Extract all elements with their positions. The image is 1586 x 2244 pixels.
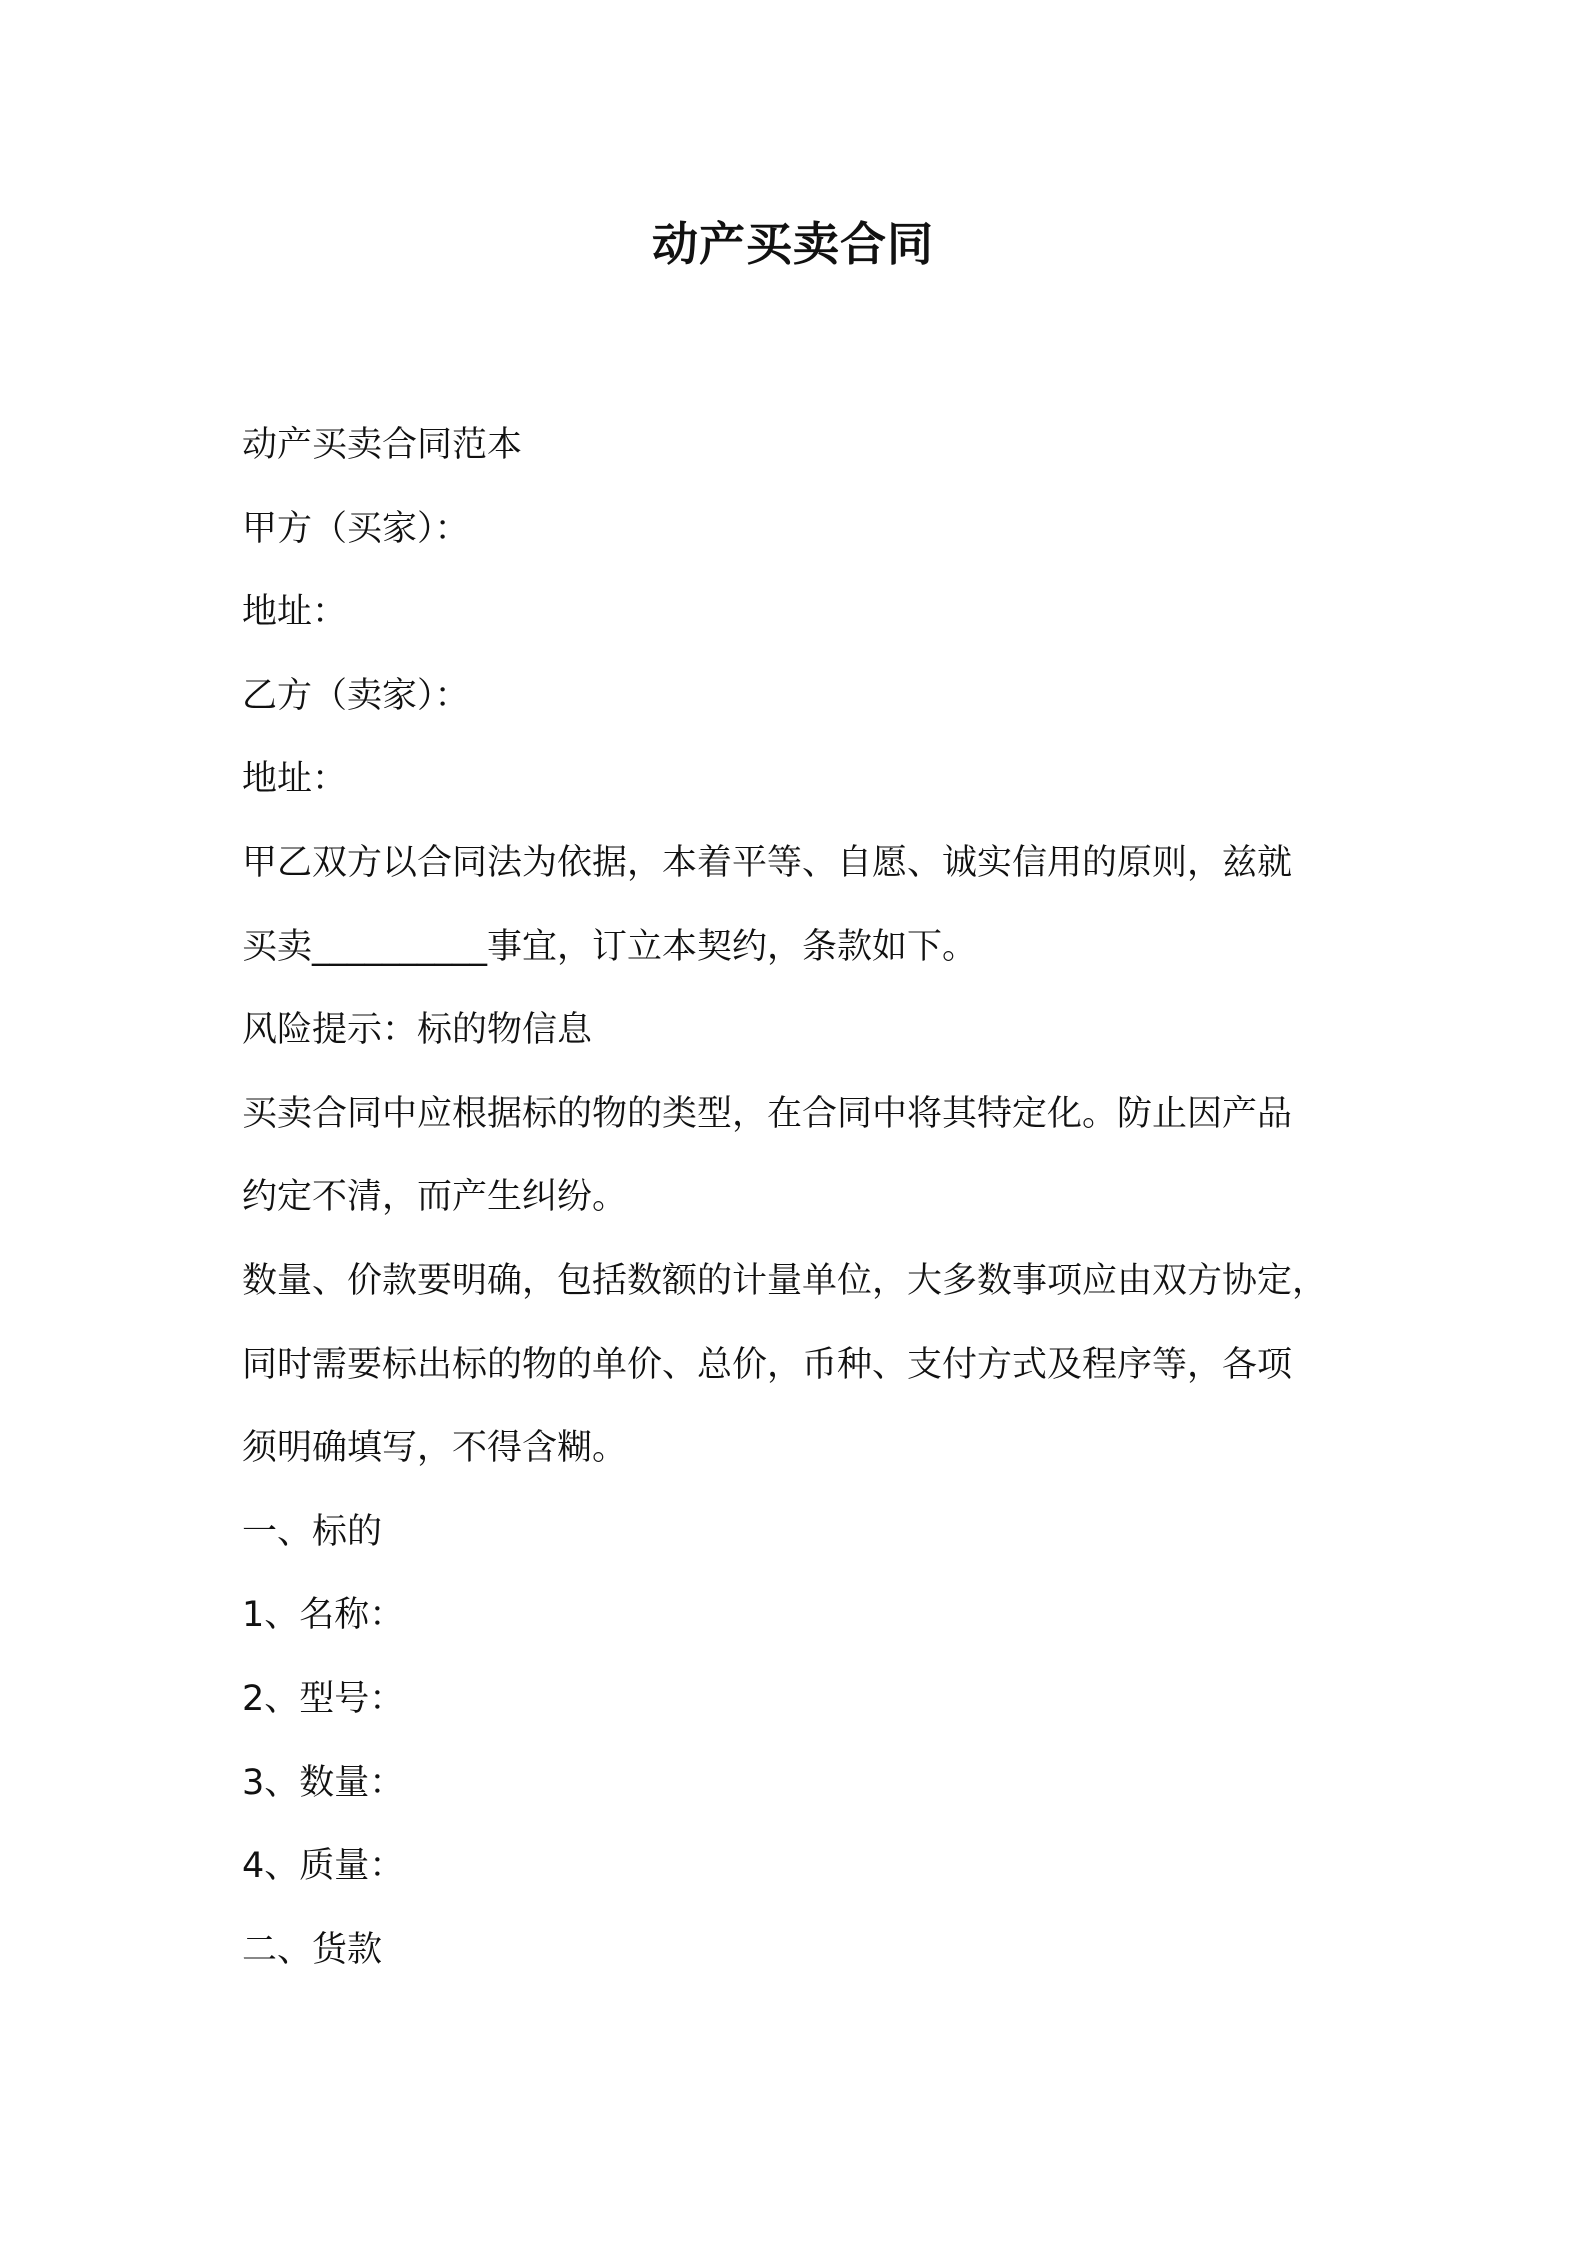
risk-notice-heading: 风险提示：标的物信息 <box>242 1010 593 1051</box>
party-a-address-line: 地址： <box>242 592 348 633</box>
document-title: 动产买卖合同 <box>652 217 934 271</box>
party-b-line: 乙方（卖家）： <box>242 675 470 716</box>
risk-notice-line-1: 买卖合同中应根据标的物的类型，在合同中将其特定化。防止因产品 <box>242 1093 1293 1134</box>
template-heading: 动产买卖合同范本 <box>242 425 523 465</box>
subject-name-line: 1、名称： <box>242 1595 405 1636</box>
price-notice-line-1: 数量、价款要明确，包括数额的计量单位，大多数事项应由双方协定， <box>242 1260 1328 1301</box>
party-a-line: 甲方（买家）： <box>242 508 470 549</box>
preamble-line-1: 甲乙双方以合同法为依据，本着平等、自愿、诚实信用的原则，兹就 <box>242 842 1293 883</box>
preamble-line-2: 买卖__________事宜，订立本契约，条款如下。 <box>242 926 978 967</box>
document-body <box>242 404 1362 1992</box>
section-subject-heading: 一、标的 <box>242 1511 383 1552</box>
risk-notice-line-2: 约定不清，而产生纠纷。 <box>242 1177 628 1218</box>
section-payment-heading: 二、货款 <box>242 1929 383 1970</box>
subject-quantity-line: 3、数量： <box>242 1762 405 1803</box>
price-notice-line-2: 同时需要标出标的物的单价、总价，币种、支付方式及程序等，各项 <box>242 1344 1293 1385</box>
subject-quality-line: 4、质量： <box>242 1846 405 1887</box>
price-notice-line-3: 须明确填写，不得含糊。 <box>242 1428 628 1469</box>
party-b-address-line: 地址： <box>242 759 348 800</box>
subject-model-line: 2、型号： <box>242 1678 405 1719</box>
